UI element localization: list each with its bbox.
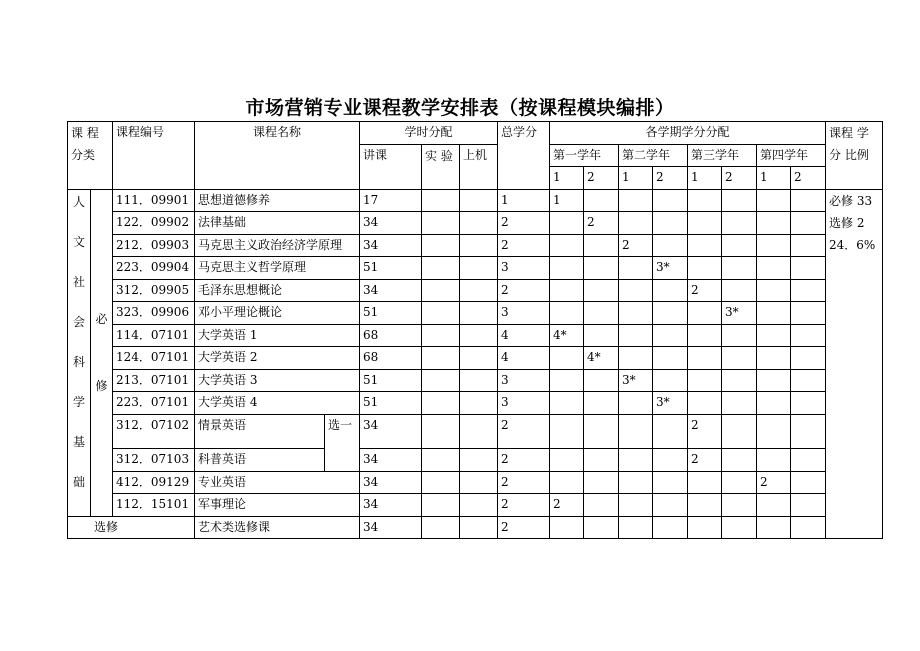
term-credit — [722, 449, 757, 472]
elective-label: 选修 — [68, 516, 195, 539]
course-code: 114．07101 — [113, 324, 195, 347]
term-credit — [757, 414, 791, 449]
header-y4-term2: 2 — [791, 167, 826, 190]
lab-hours — [422, 449, 460, 472]
table-row — [68, 392, 883, 415]
term-credit — [757, 369, 791, 392]
course-code: 111．09901 — [113, 189, 195, 212]
ratio-cell — [826, 189, 883, 539]
table-row — [68, 324, 883, 347]
course-code: 124．07101 — [113, 347, 195, 370]
term-credit — [550, 234, 584, 257]
term-credit — [584, 369, 619, 392]
course-code: 312．07103 — [113, 449, 195, 472]
term-credit — [619, 302, 653, 325]
term-credit — [619, 516, 653, 539]
term-credit — [791, 189, 826, 212]
term-credit — [653, 414, 688, 449]
computer-hours — [460, 471, 498, 494]
term-credit — [619, 392, 653, 415]
computer-hours — [460, 516, 498, 539]
term-credit — [584, 257, 619, 280]
term-credit — [550, 516, 584, 539]
course-name: 邓小平理论概论 — [195, 302, 360, 325]
header-lab: 实 验 — [422, 144, 460, 189]
header-year3: 第三学年 — [688, 144, 757, 167]
header-course-code: 课程编号 — [113, 122, 195, 190]
term-credit — [653, 471, 688, 494]
lab-hours — [422, 212, 460, 235]
header-y1-term2: 2 — [584, 167, 619, 190]
course-code: 312．07102 — [113, 414, 195, 449]
course-code: 312．09905 — [113, 279, 195, 302]
lecture-hours: 17 — [360, 189, 422, 212]
term-credit — [688, 516, 722, 539]
header-y3-term2: 2 — [722, 167, 757, 190]
table-row — [68, 279, 883, 302]
term-credit — [619, 212, 653, 235]
lab-hours — [422, 257, 460, 280]
course-name: 法律基础 — [195, 212, 360, 235]
term-credit — [688, 234, 722, 257]
page-title: 市场营销专业课程教学安排表（按课程模块编排） — [245, 97, 675, 119]
lab-hours — [422, 494, 460, 517]
term-credit — [584, 324, 619, 347]
term-credit — [688, 257, 722, 280]
term-credit — [757, 302, 791, 325]
term-credit — [791, 449, 826, 472]
term-credit — [757, 449, 791, 472]
term-credit — [722, 212, 757, 235]
total-credits: 4 — [498, 324, 550, 347]
category-char: 科 — [72, 354, 85, 369]
term-credit — [722, 494, 757, 517]
term-credit — [619, 279, 653, 302]
term-credit — [791, 347, 826, 370]
lab-hours — [422, 471, 460, 494]
header-category: 课 程 分类 — [68, 122, 113, 190]
term-credit: 4* — [550, 324, 584, 347]
term-credit — [722, 369, 757, 392]
total-credits: 3 — [498, 392, 550, 415]
term-credit — [550, 471, 584, 494]
course-code: 412．09129 — [113, 471, 195, 494]
term-credit — [757, 189, 791, 212]
lecture-hours: 51 — [360, 392, 422, 415]
category-char: 文 — [72, 234, 85, 249]
table-row — [68, 257, 883, 280]
term-credit — [550, 449, 584, 472]
term-credit: 1 — [550, 189, 584, 212]
category-char: 学 — [72, 394, 85, 409]
term-credit — [688, 324, 722, 347]
computer-hours — [460, 234, 498, 257]
lab-hours — [422, 189, 460, 212]
course-name: 艺术类选修课 — [195, 516, 360, 539]
computer-hours — [460, 324, 498, 347]
table-row — [68, 471, 883, 494]
computer-hours — [460, 392, 498, 415]
term-credit — [619, 347, 653, 370]
computer-hours — [460, 189, 498, 212]
term-credit — [619, 494, 653, 517]
total-credits: 2 — [498, 449, 550, 472]
term-credit — [757, 234, 791, 257]
term-credit: 2 — [688, 449, 722, 472]
term-credit — [584, 234, 619, 257]
term-credit — [653, 234, 688, 257]
term-credit: 3* — [653, 257, 688, 280]
course-code: 323．09906 — [113, 302, 195, 325]
term-credit — [722, 471, 757, 494]
term-credit — [688, 347, 722, 370]
term-credit — [550, 279, 584, 302]
table-row — [68, 369, 883, 392]
header-year4: 第四学年 — [757, 144, 826, 167]
total-credits: 2 — [498, 414, 550, 449]
course-code: 223．07101 — [113, 392, 195, 415]
total-credits: 1 — [498, 189, 550, 212]
table-row — [68, 449, 883, 472]
term-credit — [722, 516, 757, 539]
term-credit — [550, 369, 584, 392]
term-credit — [757, 212, 791, 235]
computer-hours — [460, 302, 498, 325]
total-credits: 4 — [498, 347, 550, 370]
header-y3-term1: 1 — [688, 167, 722, 190]
lecture-hours: 34 — [360, 471, 422, 494]
header-total-credits: 总学分 — [498, 122, 550, 190]
lab-hours — [422, 516, 460, 539]
term-credit — [757, 516, 791, 539]
header-y2-term2: 2 — [653, 167, 688, 190]
term-credit — [584, 516, 619, 539]
term-credit — [757, 347, 791, 370]
term-credit — [722, 189, 757, 212]
lecture-hours: 51 — [360, 369, 422, 392]
computer-hours — [460, 257, 498, 280]
term-credit — [653, 324, 688, 347]
required-char: 必 — [95, 312, 108, 326]
elective-one-cell: 选一 — [325, 414, 360, 471]
term-credit — [550, 257, 584, 280]
lab-hours — [422, 392, 460, 415]
term-credit — [791, 257, 826, 280]
term-credit: 2 — [688, 279, 722, 302]
computer-hours — [460, 347, 498, 370]
header-y2-term1: 1 — [619, 167, 653, 190]
term-credit: 4* — [584, 347, 619, 370]
term-credit — [688, 302, 722, 325]
course-name: 科普英语 — [195, 449, 325, 472]
term-credit — [791, 414, 826, 449]
term-credit — [791, 392, 826, 415]
term-credit — [722, 279, 757, 302]
course-name: 思想道德修养 — [195, 189, 360, 212]
term-credit — [757, 279, 791, 302]
lab-hours — [422, 414, 460, 449]
total-credits: 2 — [498, 516, 550, 539]
term-credit — [584, 189, 619, 212]
computer-hours — [460, 369, 498, 392]
term-credit — [584, 414, 619, 449]
lecture-hours: 34 — [360, 414, 422, 449]
term-credit — [722, 324, 757, 347]
lecture-hours: 68 — [360, 324, 422, 347]
term-credit — [757, 494, 791, 517]
total-credits: 2 — [498, 471, 550, 494]
category-char: 社 — [72, 274, 85, 289]
term-credit — [584, 392, 619, 415]
category-char: 会 — [72, 314, 85, 329]
term-credit — [722, 414, 757, 449]
term-credit — [653, 369, 688, 392]
course-code: 122．09902 — [113, 212, 195, 235]
term-credit — [688, 494, 722, 517]
ratio-line: 24．6% — [829, 237, 876, 252]
header-computer: 上机 — [460, 144, 498, 189]
term-credit — [722, 257, 757, 280]
term-credit: 2 — [550, 494, 584, 517]
term-credit — [791, 234, 826, 257]
course-name: 大学英语 2 — [195, 347, 360, 370]
ratio-line: 必修 33 — [829, 193, 873, 208]
term-credit — [584, 279, 619, 302]
total-credits: 2 — [498, 212, 550, 235]
term-credit — [688, 189, 722, 212]
term-credit — [791, 302, 826, 325]
lecture-hours: 34 — [360, 516, 422, 539]
term-credit — [653, 279, 688, 302]
header-lecture: 讲课 — [360, 144, 422, 189]
term-credit — [550, 347, 584, 370]
term-credit — [791, 212, 826, 235]
lecture-hours: 34 — [360, 449, 422, 472]
total-credits: 2 — [498, 494, 550, 517]
lecture-hours: 34 — [360, 279, 422, 302]
category-char: 人 — [72, 194, 85, 209]
term-credit — [688, 212, 722, 235]
lab-hours — [422, 369, 460, 392]
term-credit — [584, 449, 619, 472]
term-credit: 2 — [757, 471, 791, 494]
term-credit — [584, 471, 619, 494]
term-credit: 3* — [619, 369, 653, 392]
table-row — [68, 516, 883, 539]
term-credit — [791, 279, 826, 302]
table-row — [68, 414, 883, 449]
term-credit — [619, 449, 653, 472]
course-schedule-table — [67, 121, 883, 539]
term-credit — [653, 516, 688, 539]
term-credit: 3* — [722, 302, 757, 325]
course-code: 212．09903 — [113, 234, 195, 257]
term-credit — [619, 471, 653, 494]
header-y4-term1: 1 — [757, 167, 791, 190]
term-credit — [722, 347, 757, 370]
term-credit: 3* — [653, 392, 688, 415]
course-name: 大学英语 1 — [195, 324, 360, 347]
table-row — [68, 189, 883, 212]
term-credit — [757, 257, 791, 280]
term-credit: 2 — [584, 212, 619, 235]
category-cell — [68, 189, 91, 516]
lecture-hours: 51 — [360, 302, 422, 325]
term-credit — [653, 212, 688, 235]
term-credit — [757, 392, 791, 415]
header-y1-term1: 1 — [550, 167, 584, 190]
term-credit — [550, 392, 584, 415]
term-credit — [619, 189, 653, 212]
course-code: 213．07101 — [113, 369, 195, 392]
computer-hours — [460, 414, 498, 449]
lecture-hours: 34 — [360, 234, 422, 257]
term-credit — [791, 494, 826, 517]
lecture-hours: 68 — [360, 347, 422, 370]
lecture-hours: 51 — [360, 257, 422, 280]
category-char: 础 — [72, 474, 85, 489]
required-cell — [91, 189, 113, 516]
computer-hours — [460, 279, 498, 302]
term-credit — [619, 324, 653, 347]
header-hours: 学时分配 — [360, 122, 498, 145]
table-row — [68, 302, 883, 325]
header-ratio: 课程 学分 比例 — [826, 122, 883, 190]
lab-hours — [422, 347, 460, 370]
term-credit — [688, 392, 722, 415]
header-semester-credits: 各学期学分分配 — [550, 122, 826, 145]
term-credit — [550, 414, 584, 449]
course-name: 情景英语 — [195, 414, 325, 449]
term-credit — [653, 189, 688, 212]
term-credit — [619, 414, 653, 449]
term-credit — [791, 369, 826, 392]
lecture-hours: 34 — [360, 212, 422, 235]
course-name: 马克思主义哲学原理 — [195, 257, 360, 280]
table-row — [68, 347, 883, 370]
term-credit — [722, 234, 757, 257]
course-name: 马克思主义政治经济学原理 — [195, 234, 360, 257]
total-credits: 3 — [498, 302, 550, 325]
lab-hours — [422, 279, 460, 302]
term-credit — [584, 494, 619, 517]
term-credit — [757, 324, 791, 347]
total-credits: 2 — [498, 279, 550, 302]
computer-hours — [460, 494, 498, 517]
header-year1: 第一学年 — [550, 144, 619, 167]
computer-hours — [460, 212, 498, 235]
term-credit — [550, 212, 584, 235]
term-credit — [584, 302, 619, 325]
term-credit — [791, 516, 826, 539]
course-code: 223．09904 — [113, 257, 195, 280]
total-credits: 2 — [498, 234, 550, 257]
term-credit — [653, 449, 688, 472]
computer-hours — [460, 449, 498, 472]
table-row — [68, 212, 883, 235]
ratio-line: 选修 2 — [829, 215, 865, 230]
course-name: 军事理论 — [195, 494, 360, 517]
term-credit — [653, 302, 688, 325]
term-credit — [619, 257, 653, 280]
term-credit — [550, 302, 584, 325]
table-row — [68, 234, 883, 257]
category-char: 基 — [72, 434, 85, 449]
header-year2: 第二学年 — [619, 144, 688, 167]
lecture-hours: 34 — [360, 494, 422, 517]
term-credit — [722, 392, 757, 415]
lab-hours — [422, 302, 460, 325]
lab-hours — [422, 234, 460, 257]
term-credit — [791, 471, 826, 494]
header-course-name: 课程名称 — [195, 122, 360, 190]
course-name: 大学英语 4 — [195, 392, 360, 415]
term-credit: 2 — [619, 234, 653, 257]
table-row — [68, 494, 883, 517]
course-name: 毛泽东思想概论 — [195, 279, 360, 302]
required-char: 修 — [95, 379, 108, 393]
term-credit: 2 — [688, 414, 722, 449]
lab-hours — [422, 324, 460, 347]
term-credit — [791, 324, 826, 347]
term-credit — [653, 347, 688, 370]
total-credits: 3 — [498, 369, 550, 392]
course-code: 112．15101 — [113, 494, 195, 517]
course-name: 大学英语 3 — [195, 369, 360, 392]
term-credit — [653, 494, 688, 517]
term-credit — [688, 369, 722, 392]
term-credit — [688, 471, 722, 494]
course-name: 专业英语 — [195, 471, 360, 494]
total-credits: 3 — [498, 257, 550, 280]
